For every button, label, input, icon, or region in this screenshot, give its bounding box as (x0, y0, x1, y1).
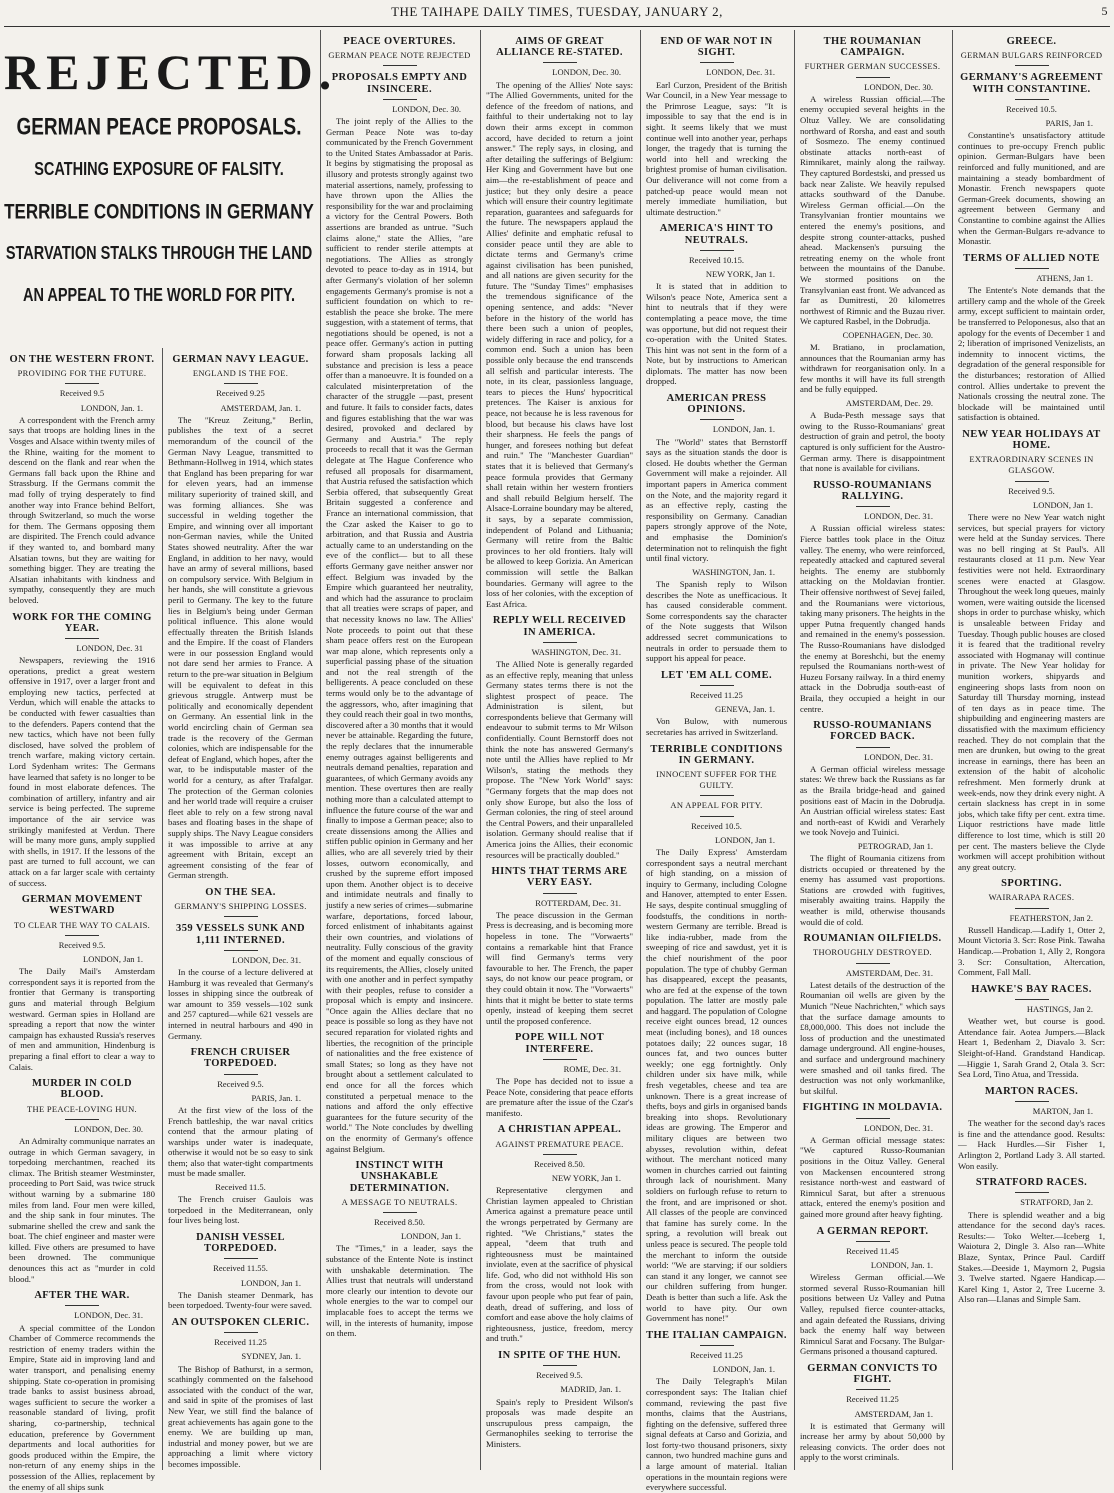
headline-deck-4: STARVATION STALKS THROUGH THE LAND (5, 244, 313, 264)
received-time: Received 9.5 (59, 388, 105, 399)
article-headline: GREECE. (1006, 36, 1057, 47)
article (800, 480, 945, 714)
dateline: LONDON, Dec. 31. (706, 67, 775, 78)
article-headline: AN OUTSPOKEN CLERIC. (171, 1317, 310, 1329)
rule-divider (1015, 908, 1049, 909)
article-body: A German official message states: "We captured Russo-Roumanian positions in the Oituz Valley. General von Mackensen encountered strong resistance north-west and eastward of Rimnicul Sarat, but after a strenuous attack, entered the enemy's position and gained more ground after heavy fighting. (800, 1134, 945, 1219)
article (646, 744, 787, 797)
dateline: LONDON, Jan 1. (715, 834, 775, 845)
article-headline: NEW YEAR HOLIDAYS AT HOME. (962, 428, 1101, 452)
dateline: PETROGRAD, Jan 1. (857, 840, 933, 851)
article (800, 1363, 945, 1463)
article-subheading: INNOCENT SUFFER FOR THE GUILTY. (656, 768, 777, 791)
received-time: Received 10.5. (691, 820, 742, 831)
rule-divider (1015, 1101, 1049, 1102)
article (168, 354, 313, 881)
article (800, 933, 945, 1096)
article-body: A Buda-Pesth message says that owing to the Russo-Roumanians' great destruction of grain and petrol, the booty captured is only sufficient for the Austro-German army. There is disappointment that none is available for civilians. (800, 410, 945, 474)
rule-divider (543, 1154, 577, 1155)
article (326, 72, 473, 1154)
article-body: Newspapers, reviewing the 1916 operations, predict a great western offensive in 1917, over a larger front and employing new tactics, perfected at Verdun, which will enable the attacks to be conducted with fewer casualties than to the defenders. Papers contend that the new tactics, which have not been fully disclosed, have solved the problem of trench warfare, making victory certain. Lord Sydenham writes: The Germans have learned that safety is no longer to be found in most elaborate defences. The combination of artillery, infantry and air service is being perfected. The supreme importance of the air service was strikingly manifested at Verdun. There will be many more guns, amply supplied with shells, in 1917. If the lessons of the past are turned to full account, we can attack on a far larger scale with certainty of success. (9, 655, 155, 888)
received-time: Received 9.5. (536, 1370, 583, 1381)
article-headline: GERMAN NAVY LEAGUE. (172, 354, 309, 365)
article (958, 878, 1105, 978)
dateline: LONDON, Dec. 31. (864, 511, 933, 522)
rule-divider (65, 638, 99, 639)
dateline: WASHINGTON, Dec. 31. (531, 646, 621, 657)
article-body: At the first view of the loss of the French battleship, the war naval critics contend that the armour plating of warships under water is inadequate, otherwise it would not be so easy to sink them; also that water-tight compartments must be made smaller. (168, 1104, 313, 1179)
article-headline: A CHRISTIAN APPEAL. (497, 1124, 622, 1136)
received-time: Received 8.50. (374, 1217, 425, 1228)
dateline: NEW YORK, Jan 1. (705, 268, 775, 279)
article-headline: FIGHTING IN MOLDAVIA. (802, 1102, 943, 1114)
article (800, 1102, 945, 1219)
article (168, 923, 313, 1041)
article-body: Wireless German official.—We stormed several Russo-Roumanian hill positions between Uz Valley and Putna Valley, repulsed fierce counter-attacks, and again defeated the Russians, driving back the enemy half way between Rimnicul Sarat and Focsany. The Bulgar-Germans prisoned a thousand captured. (800, 1272, 945, 1357)
article-body: There were no New Year watch night services, but special prayers for victory were held at the Sunday services. There was no bell ringing at St Paul's. All restaurants closed at 11 p.m. New Year festivities were not held. Extraordinary scenes were enacted at Glasgow. Throughout the week long queues, mainly women, were waiting outside the licensed shops in order to purchase whisky, which is unsaleable between Friday and Tuesday. Though public houses are closed it is feared that the traditional revelry associated with Hogmanay will continue in private. The New Year holiday for munition workers, shipyards and engineering shops lasts from noon on Saturday till Thursday morning, instead of ten days as in peace time. The shipbuilding and engineering masters are dissatisfied with the maximum efficiency reached. They do not complain that the men are drunken, but owing to the great increase in earnings, there has been an extension of the habit of alcoholic refreshment. Men formerly drunk at week-ends, now they drink every night. A certain slackness has crept in in some jobs, which take fifty per cent. extra time. Liquor restrictions have made little difference to lost time, which is still 20 per cent. The masters believe the Clyde workmen will accept prohibition without any great outcry. (958, 512, 1105, 872)
rule-divider (543, 1059, 577, 1060)
rule-divider (224, 1258, 258, 1259)
column-6 (794, 30, 950, 1470)
column-content (795, 36, 950, 1463)
article-headline: POPE WILL NOT INTERFERE. (514, 1032, 605, 1055)
article-body: The "Times," in a leader, says the substance of the Entente Note is instinct with unshakable determination. The Allies trust that neutrals will understand more clearly our intention to devote our whole energies to the war to compel our implacable foes to accept the terms we will, in the interests of humanity, impose on them. (326, 1243, 473, 1339)
dateline: AMSTERDAM, Jan 1. (854, 1408, 933, 1419)
article-headline: 359 VESSELS SUNK AND 1,111 INTERNED. (176, 923, 305, 946)
dateline: ATHENS, Jan 1. (1036, 272, 1093, 283)
rule-divider (65, 935, 99, 936)
received-time: Received 11.55. (213, 1263, 268, 1274)
dateline: GENEVA, Jan. 1. (714, 704, 775, 715)
article (958, 253, 1105, 423)
dateline: LONDON, Jan. 1. (870, 1259, 933, 1270)
article (646, 567, 787, 664)
article-body: The Spanish reply to Wilson describes the Note as unefficacious. It has caused considerable comment. Some correspondents say the character of the Note suggests that Wilson addressed secret communications to neutrals in order to persuade them to support his appeal for peace. (646, 579, 787, 664)
received-time: Received 10.5. (1006, 103, 1057, 114)
rule-divider (543, 893, 577, 894)
received-time: Received 11.25 (846, 1394, 899, 1405)
dateline: LONDON, Dec. 31. (232, 954, 301, 965)
article-headline: ON THE WESTERN FRONT. (9, 354, 155, 365)
rule-divider (65, 1119, 99, 1120)
column-content (4, 354, 160, 1492)
article-subheading: THOROUGHLY DESTROYED. (813, 947, 932, 958)
rule-divider (383, 1212, 417, 1213)
dateline: LONDON, Dec. 31 (76, 642, 143, 653)
article (800, 330, 945, 395)
rule-divider (224, 916, 258, 917)
article (168, 887, 313, 917)
article-body: Representative clergymen and Christian laymen appealed to Christian America against a premature peace until the wrongs perpetrated by Germany are righted. "We Christians," states the appeal, "deem that truth and righteousness must be maintained inviolate, even at the sacrifice of physical life. God, who did not withhold His son from the cross, would not look with favour upon people who put fear of pain, death, dread of suffering, and loss of comfort and ease above the holy claims of righteousness, justice, freedom, mercy and truth." (486, 1185, 633, 1344)
article (168, 1182, 313, 1226)
article (958, 984, 1105, 1080)
article-subheading: GERMANY'S SHIPPING LOSSES. (174, 901, 307, 912)
article-subheading: EXTRAORDINARY SCENES IN GLASGOW. (969, 454, 1094, 476)
rule-divider (856, 1241, 890, 1242)
article-headline: LET 'EM ALL COME. (660, 669, 773, 681)
article-headline: THE ITALIAN CAMPAIGN. (646, 1329, 787, 1341)
article (958, 429, 1105, 872)
dateline: LONDON, Jan. 1. (712, 1364, 775, 1375)
dateline: NEW YORK, Jan 1. (551, 1172, 621, 1183)
dateline: LONDON, Jan 1. (241, 1277, 301, 1288)
article-headline: REPLY WELL RECEIVED IN AMERICA. (492, 615, 627, 638)
rule-divider (856, 77, 890, 78)
article (326, 36, 473, 66)
article-headline: GERMAN MOVEMENT WESTWARD (21, 894, 143, 917)
headline-deck-1: GERMAN PEACE PROPOSALS. (16, 114, 302, 141)
rule-divider (700, 685, 734, 686)
column-content (481, 36, 638, 1450)
article-body: The Danish steamer Denmark, has been torpedoed. Twenty-four were saved. (168, 1289, 313, 1311)
received-time: Received 11.25 (214, 1337, 267, 1348)
rule-divider (856, 506, 890, 507)
article-subheading: WAIRARAPA RACES. (988, 892, 1075, 903)
rule-divider (856, 747, 890, 748)
article-headline: HINTS THAT TERMS ARE VERY EASY. (491, 866, 628, 889)
rule-divider (700, 250, 734, 251)
received-time: Received 9.5. (58, 939, 106, 950)
article (958, 36, 1105, 66)
article-body: The flight of Roumania citizens from districts occupied or threatened by the enemy has assumed vast proportions. Stations are crowded with fugitives, miserably awaiting trains. Happily the weather is mild, otherwise thousands would die of cold. (800, 853, 945, 927)
dateline: LONDON, Dec. 31. (864, 751, 933, 762)
article-body: The "World" states that Bernstorff says as the situation stands the door is closed. He doubts whether the German Government will make a rejoinder. All important papers in America comment on the Note, and the majority regard it as an effective reply, casting the responsibility on Germany. Canadian papers strongly approve of the Note, and emphasise the Dominion's determination not to relinquish the fight until final victory. (646, 436, 787, 564)
article-body: A special committee of the London Chamber of Commerce recommends the restriction of enemy traders within the Empire, State aid in improving land and water transport, and penalising enemy shipping. State co-operation in promising trade banks to assist business abroad, wages sufficient to secure the worker a reasonable standard of living, profit sharing, co-partnership, technical education, preference by Government departments and local authorities for goods produced within the Empire, the non-return of any enemy ships in the possession of the Allies, replacement by the enemy of all ships sunk (9, 1322, 155, 1492)
dateline: LONDON, Jan 1. (1033, 499, 1093, 510)
article-subheading: A MESSAGE TO NEUTRALS. (341, 1196, 458, 1207)
article-headline: STRATFORD RACES. (975, 1177, 1088, 1189)
article-headline: IN SPITE OF THE HUN. (498, 1350, 621, 1362)
article (486, 615, 633, 860)
article (486, 36, 633, 609)
rule-divider (700, 62, 734, 63)
column-content (641, 36, 792, 1493)
received-time: Received 11.25 (690, 689, 743, 700)
column-content (953, 36, 1110, 1305)
received-time: Received 10.15. (689, 254, 744, 265)
article-headline: HAWKE'S BAY RACES. (971, 983, 1092, 995)
received-time: Received 9.25 (216, 388, 265, 399)
article-headline: SPORTING. (1001, 878, 1062, 890)
article (9, 612, 155, 889)
article-body: The peace discussion in the German Press is decreasing, and is becoming more hopeless in tone. The "Vorwaerts" contains a remarkable hint that France will find Germany's terms very favourable to her. The French, the paper says, do not know our peace program, or they could obtain it now. The "Vorwaerts" hints that it might be better to state terms openly, instead of keeping them secret until the proposed conference. (486, 909, 633, 1026)
article (958, 1086, 1105, 1171)
article-headline: GERMANY'S AGREEMENT WITH CONSTANTINE. (960, 72, 1103, 95)
article-headline: RUSSO-ROUMANIANS RALLYING. (813, 479, 932, 503)
column-5 (640, 30, 792, 1493)
article-body: Constantine's unsatisfactory attitude continues to pre-occupy French public opinion. German-Bulgars have been reinforced and fully munitioned, and are maintaining a steady bombardment of Monastir. French newspapers quote German-Greek documents, showing an agreement between Germany and Constantine to combine against the Allies when the German-Bulgars re-advance to Monastir. (958, 130, 1105, 247)
column-content (321, 36, 478, 1339)
article (168, 1232, 313, 1311)
article-subheading: ENGLAND IS THE FOE. (192, 368, 289, 379)
rule-divider (1015, 1192, 1049, 1193)
article-body: The Daily Express' Amsterdam correspondent says a neutral merchant of high standing, on a mission of inquiry to Germany, including Cologne and Hanover, attempted to enter Essen. He says, despite continual smuggling of foodstuffs, the conditions in north-western Germany are terrible. Bread is like india-rubber, made from the sweeping of rice and sawdust, yet it is the chief nourishment of the poor population. The type of chubby German has disappeared, except the peasants, who are fed at the expense of the town population. The latter are mostly pale and haggard. The population of Cologne receive eight ounces bread, 12 ounces meat (including bones), and 18 ounces potatoes daily; 22 ounces sugar, 18 ounces fat, and two ounces butter weekly; one egg fortnightly. Only children under six have milk, while fresh vegetables, cheese and tea are unknown. There is a great increase of thefts, boys and girls in organised bands breaking into shops. Revolutionary ideas are growing. The Emperor and military cliques are between two abysses, revolution within, defeat without. The merchant noticed many women in churches carried out fainting through lack of nourishment. Many soldiers on furlough refuse to return to the front, and are imprisoned or shot. All classes of the people are convinced that famine has surely come. In the spring, a revolution will break out unless peace is secured. The people told the merchant to inform the outside world: "We are starving; if our soldiers can stand it any longer, we cannot see our children suffering from hunger. Death is better than such a life. Ask the world to have pity. Our own Government has none!" (646, 846, 787, 1324)
dateline: LONDON, Dec. 31. (864, 1122, 933, 1133)
article-body: The Daily Mail's Amsterdam correspondent says it is reported from the frontier that Germany is transporting guns and material through Belgium westward. German spies in Holland are spreading a report that now the winter campaign has exhausted Russia's reserves of men and ammunition, Hindenburg is preparing a final effort to clear a way to Calais. (9, 966, 155, 1072)
dateline: LONDON, Dec. 30. (74, 1123, 143, 1134)
dateline: MARTON, Jan 1. (1032, 1106, 1093, 1117)
dateline: MADRID, Jan. 1. (560, 1384, 621, 1395)
article (646, 670, 787, 738)
article-subheading: FURTHER GERMAN SUCCESSES. (804, 61, 941, 72)
article-headline: RUSSO-ROUMANIANS FORCED BACK. (813, 720, 932, 743)
column-7 (952, 30, 1110, 1470)
rule-divider (700, 816, 734, 817)
article-headline: GERMAN CONVICTS TO FIGHT. (807, 1362, 938, 1386)
article-subheading: GERMAN BULGARS REINFORCED (960, 50, 1103, 61)
article (326, 1160, 473, 1339)
masthead (0, 4, 1114, 26)
article-body: Earl Curzon, President of the British War Council, in a New Year message to the Primrose League, says: "It is impossible to say that the end is in sight. It seems likely that we must continue well into another year, perhaps longer, the tragedy that is turning the world into hell and wrecking the brightest promise of human civilisation. Our deliverance will not come from a patched-up peace would mean not merely immediate humiliation, but ultimate destruction." (646, 79, 787, 217)
article (800, 841, 945, 927)
article-headline: FRENCH CRUISER TORPEDOED. (190, 1047, 291, 1070)
article-headline: AMERICA'S HINT TO NEUTRALS. (659, 223, 774, 246)
article-headline: ON THE SEA. (205, 886, 276, 898)
article (9, 354, 155, 606)
article (800, 720, 945, 838)
rule-divider (856, 963, 890, 964)
article-body: There is splendid weather and a big attendance for the second day's races. Results:— Toko Welter.—Iceberg 1, Waiotura 2, Dingle 3. Also ran—White Blaze, Syntax, Prince Paul. Cardiff Stakes.—Deeside 1, Maymorn 2, Pugsia 3. Twelve started. Ngaere Handicap.—Karel King 1, Astor 2, Tree Lucerne 3. Also ran—Llanas and Simple Sam. (958, 1209, 1105, 1305)
headline-deck-5: AN APPEAL TO THE WORLD FOR PITY. (22, 286, 296, 306)
article (646, 393, 787, 564)
article-headline: AIMS OF GREAT ALLIANCE RE-STATED. (496, 36, 623, 59)
dateline: LONDON, Dec. 31. (74, 1310, 143, 1321)
dateline: SYDNEY, Jan. 1. (241, 1351, 301, 1362)
article (800, 1226, 945, 1357)
dateline: LONDON, Jan 1. (401, 1231, 461, 1242)
dateline: LONDON, Jan. 1. (80, 402, 143, 413)
dateline: FEATHERSTON, Jan 2. (1009, 912, 1093, 923)
article-body: The French cruiser Gaulois was torpedoed in the Mediterranean, only four lives being lost. (168, 1194, 313, 1226)
dateline: PARIS, Jan. 1. (251, 1092, 301, 1103)
rule-divider (65, 1305, 99, 1306)
article (646, 800, 787, 1323)
article-headline: PEACE OVERTURES. (343, 36, 456, 47)
rule-divider (383, 65, 417, 66)
rule-divider (224, 1074, 258, 1075)
article-headline: AFTER THE WAR. (34, 1290, 130, 1302)
article-subheading: THE PEACE-LOVING HUN. (27, 1103, 137, 1114)
article-subheading: PROVIDING FOR THE FUTURE. (17, 368, 147, 379)
column-1 (4, 348, 160, 1492)
received-time: Received 9.5. (217, 1078, 264, 1089)
dateline: LONDON, Dec. 30. (392, 103, 461, 114)
rule-divider (543, 1365, 577, 1366)
article-body: Weather wet, but course is good. Attendance fair. Aotea Jumpers.—Black Heart 1, Bedenham 2, Diavalo 3. Scr: Sleight-of-Hand. Grandstand Handicap.—Higgie 1, Sarah Grand 2, Otala 3. Scr: Sea Lord, Tino Atua, and Tressida. (958, 1016, 1105, 1080)
article-body: Russell Handicap.—Ladify 1, Otter 2, Mount Victoria 3. Scr: Rose Pink. Tawaha Handicap.—Probation 1, Ally 2, Rongora 3. Scr: Consultation, Altercation, Comment, Fall Mall. (958, 924, 1105, 978)
article-body: The Entente's Note demands that the artillery camp and the whole of the Greek army, except sufficient to maintain order, be transferred to Peloponesus, also that an apology for the events of December 1 and 2; liberation of imprisoned Venizelists, an indemnity to innocent victims, the degradation of the general responsible for the disturbances; restoration of Allied control. Allies undertake to prevent the Nationals crossing the neutral zone. The blockade will be maintained until satisfaction is obtained. (958, 285, 1105, 423)
rule-divider (1015, 65, 1049, 66)
article-body: It is estimated that Germany will increase her army by about 50,000 by releasing convicts. The order does not apply to the worst criminals. (800, 1420, 945, 1463)
headline-deck-3: TERRIBLE CONDITIONS IN GERMANY (4, 199, 314, 224)
article (800, 36, 945, 327)
article-body: The weather for the second day's races is fine and the attendance good. Results:— Hack Hurdles.—Sir Fisher 1, Arlington 2, Portland Lady 3. All started. Won easily. (958, 1118, 1105, 1171)
article-headline: END OF WAR NOT IN SIGHT. (660, 36, 773, 59)
rule-divider (543, 642, 577, 643)
newspaper-page (4, 30, 1110, 1493)
rule-divider (224, 383, 258, 384)
article-body: A Russian official wireless states: Fierce battles took place in the Oituz valley. The enemy, who were reinforced, repeatedly attacked and captured several heights. The enemy are stubbornly attacking on the Moldavian frontier. Their offensive northwest of Sevej failed, and the Roumanians were victorious, taking many prisoners. The heights in the upper Putna frequently changed hands and remained in the enemy's possession. The Russo-Roumanians have dislodged the enemy at Boreshchi, but the enemy repulsed the Roumanians north-west of Huzeu Forsany railway. In a third enemy attack in the Dobrudja south-east of Braila, they occupied a height in our centre. (800, 523, 945, 714)
article-body: In the course of a lecture delivered at Hamburg it was revealed that Germany's losses in shipping since the outbreak of war amount to 359 vessels—102 sunk and 257 captured—while 621 vessels are interned in neutral harbours and 490 in Germany. (168, 966, 313, 1041)
article (9, 1078, 155, 1284)
article-headline: A GERMAN REPORT. (816, 1225, 929, 1237)
article-body: The joint reply of the Allies to the German Peace Note was to-day communicated by the French Government to the United States Ambassador at Paris. It begins by stigmatising the proposal as illusory and protests strongly against two material assertions, namely, professing to have thrown upon the Allies the responsibility for the war and proclaiming a victory for the Central Powers. Both assertions are branded as untrue. "Such claims alone," state the Allies, "are sufficient to render sterile attempts at negotiations. The Allies as strongly devoted to peace to-day as in 1914, but after Germany's violation of her solemn engagements Germany's promise is not a sufficient foundation on which to re-establish the peace she broke. The mere suggestion, with a statement of terms, that negotiations should be opened, is not a peace offer. Germany's action in putting forward sham proposals lacking all substance and precision is less a peace offer than a manoeuvre. It is founded on a calculated misinterpretation of the character of the struggle —past, present and future. It fails to consider facts, dates and figures establishing that the war was desired, provoked and declared by Germany and Austria." The reply proceeds to recall that it was the German delegate at The Hague Conference who refused all proposals for disarmament, that Austria refused the satisfaction which Serbia offered, that subsequently Great Britain suggested a conference and France an international commission, that the Czar asked the Kaiser to go to arbitration, and that Russia and Austria actually came to an understanding on the eve of the conflict— but to all these efforts Germany gave neither answer nor effect. Belgium was invaded by the Empire which guaranteed her neutrality, and which had the assurance to proclaim that all treaties were scraps of paper, and that necessity knows no law. The Allies' Note proceeds to point out that these sham peace offers rest on the European war map alone, which represents only a superficial passing phase of the situation and not the real strength of the belligerents. A peace concluded on these terms would only be to the advantage of the aggressors, who, after imagining that they could reach their goal in two months, discovered after a 30 months that it would never be attainable. Regarding the future, the reply declares that the innumerable enemy outrages against belligerents and neutrals demand penalties, reparation and guarantees, of which Germany avoids any mention. These overtures then are really nothing more than a calculated attempt to influence the future course of the war and finally to impose a German peace; also to create dissensions among the Allies and stiffen public opinion in Germany and her allies, who are all severely tried by their losses, outworn economically, and crushed by the supreme effort imposed upon them. Another object is to deceive and intimidate neutrals and finally to justify a new series of crimes—submarine warfare, deportations, forced labour, forced enlistment of inhabitants against their own countries, and violations of neutrality. Fully conscious of the gravity of the moment and equally conscious of its requirements, the Allies, closely united with one another and in perfect sympathy with their peoples, refuse to consider a proposal which is empty and insincere. "Once again the Allies declare that no peace is possible so long as they have not secured reparation for violated rights and liberties, the recognition of the principle of nationalities and the free existence of small States; so long as they have not brought about a settlement calculated to end once for all the forces which constituted a perpetual menace to the nations and afford the only effective guarantees for the future security of the world." The Note concludes by dwelling on the enormity of Germany's offence against Belgium. (326, 116, 473, 1154)
article-subheading: GERMAN PEACE NOTE REJECTED (328, 50, 471, 61)
column-content (163, 354, 318, 1470)
main-headline: REJECTED. (4, 44, 338, 100)
dateline: LONDON, Jan. 1. (712, 424, 775, 435)
article-headline: WORK FOR THE COMING YEAR. (12, 611, 152, 634)
received-time: Received 9.5. (1008, 485, 1055, 496)
dateline: COPENHAGEN, Dec. 30. (842, 329, 933, 340)
dateline: WASHINGTON, Jan. 1. (692, 566, 775, 577)
article (958, 72, 1105, 246)
rule-divider (224, 1332, 258, 1333)
masthead-title: THE TAIHAPE DAILY TIMES, TUESDAY, JANUARY 2, (391, 4, 723, 19)
article-body: Von Bulow, with numerous secretaries has arrived in Switzerland. (646, 716, 787, 737)
received-time: Received 11.25 (690, 1349, 743, 1360)
dateline: ROME, Dec. 31. (563, 1063, 621, 1074)
column-4 (480, 30, 638, 1470)
article-headline: TERMS OF ALLIED NOTE (963, 252, 1100, 264)
article-body: M. Bratiano, in proclamation, announces that the Roumanian army has withdrawn for reorganisation only. In a few months it will have its full strength and be fully equipped. (800, 342, 945, 395)
article (800, 398, 945, 474)
received-time: Received 8.50. (534, 1158, 585, 1169)
article-body: The "Kreuz Zeitung," Berlin, publishes the text of a secret memorandum of the council of the German Navy League, transmitted to Bethmann-Hollweg in 1914, which states that England has been preparing for war for eleven years, had an immense military superiority of trained skill, and was forming alliances. She was successful in welding together the Empire, and winning over all important non-German navies, while the United States showed neutrality. After the war England, in addition to her navy, would have an army of several millions, based on compulsory service. With Belgium in her hands, she will constitute a grievous peril to Germany. The key to the future lies in Belgium's being under German political influence. This alone would effectually threaten the British Islands and the Empire. If the coast of Flanders were in our possession England would not dare send her armies to France. A return to the pre-war situation in Belgium will be equivalent to defeat in this grievous struggle. Antwerp must be politically and economically dependent on Germany. An essential link in the world encircling chain of German sea trade is the recovery of the German colonies, which are indispensable for the defeat of England, which hopes, after the war, to be indisputable master of the world for a century, as after Trafalgar. The protection of the German colonies and her world trade will require a cruiser fleet able to rely on a few strong naval bases and floating bases in the shape of supply ships. The Navy League considers it was impossible to arrive at any agreement with Britain, except an agreement consisting of the fear of German strength. (168, 414, 313, 881)
article-body: The Pope has decided not to issue a Peace Note, considering that peace efforts are premature after the issue of the Czar's manifesto. (486, 1075, 633, 1118)
rule-divider (700, 419, 734, 420)
rule-divider (383, 99, 417, 100)
article (486, 1124, 633, 1344)
dateline: AMSTERDAM, Dec. 31. (845, 967, 933, 978)
dateline: STRATFORD, Jan 2. (1020, 1197, 1093, 1208)
rule-divider (856, 1389, 890, 1390)
rule-divider (700, 1345, 734, 1346)
rule-divider (1015, 999, 1049, 1000)
headline-deck-2: SCATHING EXPOSURE OF FALSITY. (34, 160, 284, 180)
article (958, 1177, 1105, 1305)
article-headline: THE ROUMANIAN CAMPAIGN. (823, 36, 922, 59)
article-subheading: AN APPEAL FOR PITY. (670, 800, 763, 811)
article-headline: MARTON RACES. (984, 1085, 1079, 1097)
dateline: HASTINGS, Jan 2. (1026, 1004, 1093, 1015)
rule-divider (856, 1118, 890, 1119)
article-body: A wireless Russian official.—The enemy occupied several heights in the Oltuz Valley. We are consolidating northward of Rorsha, and east and south of Sosmezo. The enemy continued obstinate attacks north-east of Rimnikaret, mainly along the railway. They captured Bordestski, and pressed us back near Zaliste. We heavily repulsed attacks southward of the Danube. Wireless German official.—On the Transylvanian frontier mountains we entered the enemy's positions, and despite strong counter-attacks, pushed ahead. Mackensen's pursuing the retreating enemy on the whole front between the mountains of the Danube. We stormed positions on the Transylvanian east front. We advanced as far as Dumitresti, 20 kilometres northwest of Rimnic and the Buzau river. We captured Rasbel, in the Dobrudja. (800, 93, 945, 327)
headline-block (4, 30, 338, 330)
article (486, 1032, 633, 1118)
article-body: The opening of the Allies' Note says: "The Allied Governments, united for the defence of the freedom of nations, and faithful to their undertaking not to lay down their arms except in common accord, have decided to return a joint answer." The reply says, in closing, and after detailing the sufferings of Belgium: Her King and Government have but one aim—the re-establishment of peace and justice; but they only desire a peace which will ensure their country legitimate reparation, guarantees and safeguards for the future. The newspapers applaud the Allies' definite and emphatic refusal to consider peace until they are able to dictate terms and Germany's crime against civilisation has been punished, and all nations are given security for the future. The "Sunday Times" emphasises the tremendous significance of the opening sentence, and adds: "Never before in the history of the world has there been such a union of peoples, widely differing in race and policy, for a common end. Such a union has been possible only because the end transcends all selfish and particular interests. The note, in its clear, passionless language, tears to pieces the Huns' hypocritical pretences. The Kaiser is anxious for peace, not because he is less ravenous for blood, but because his claws have lost their sharpness. He feels the pangs of hunger, and foresees nothing but defeat and ruin." The "Manchester Guardian" states that it is believed that Germany's peace formula provides that Germany shall retain within her western frontiers and shall rebuild Belgium herself. The Alsace-Lorraine boundary may be altered, it says, by a separate commission, independent of Poland and Lithuania; Germany will retire from the Baltic provinces to her old frontiers. Italy will be allowed to keep Gorizia. An American commission will settle the Balkan boundaries. Germany will agree to the loss of her colonies, with the exception of East Africa. (486, 79, 633, 609)
article-body: A German official wireless message states: We threw back the Russians as far as the Braila bridge-head and gained positions east of Macin in the Dobrudja. An Austrian official wireless states: East and north-east of Kwidi and Verarhely we took Novejo and Tuinici. (800, 763, 945, 838)
column-2 (162, 348, 318, 1470)
article (486, 1350, 633, 1450)
article-body: An Admiralty communique narrates an outrage in which German savagery, in torpedoing merchantmen, reached its climax. The British steamer Westminster, proceeding to Port Said, was twice struck without warning by a submarine 180 miles from land. Four men were killed, and the ship sank in four minutes. The submarine shelled the crew and sank the boat. The chief engineer and master were killed. Five others are presumed to have been drowned. The communique denounces this act as "murder in cold blood." (9, 1135, 155, 1284)
article-body: It is stated that in addition to Wilson's peace Note, America sent a hint to neutrals that if they were contemplating a peace move, the time was opportune, but did not request their co-operation with the United States. This hint was not sent in the form of a Note, but by instructions to American diplomats. The matter has now been dropped. (646, 281, 787, 387)
article-subheading: TO CLEAR THE WAY TO CALAIS. (13, 919, 151, 930)
rule-divider (1015, 481, 1049, 482)
dateline: LONDON, Dec. 30. (864, 81, 933, 92)
article-body: Spain's reply to President Wilson's proposals was made despite an unscrupulous press campaign, the Germanophiles seeking to terrorise the Ministers. (486, 1396, 633, 1450)
article (168, 1317, 313, 1470)
article (486, 866, 633, 1026)
rule-divider (1015, 268, 1049, 269)
masthead-rule (4, 26, 1110, 27)
article-headline: AMERICAN PRESS OPINIONS. (666, 393, 767, 416)
article (9, 894, 155, 1072)
dateline: LONDON, Dec. 30. (552, 67, 621, 78)
rule-divider (700, 795, 734, 796)
article-headline: ROUMANIAN OILFIELDS. (803, 933, 942, 945)
article (9, 1290, 155, 1492)
article-subheading: AGAINST PREMATURE PEACE. (495, 1138, 624, 1149)
article (168, 1047, 313, 1179)
rule-divider (65, 383, 99, 384)
received-time: Received 11.5. (215, 1182, 266, 1193)
article (646, 223, 787, 387)
article-body: The Bishop of Bathurst, in a sermon, scathingly commented on the falsehood associated with the conduct of the war, and said in spite of the promises of last New Year, we still find the balance of great achievements has again gone to the enemy. We are building up man, industrial and money power, but we are approaching a limit where victory becomes impossible. (168, 1363, 313, 1470)
column-3 (320, 30, 478, 1470)
article-headline: INSTINCT WITH UNSHAKABLE DETERMINATION. (349, 1160, 450, 1194)
article-body: The Daily Telegraph's Milan correspondent says: The Italian chief command, reviewing the past five months, claims that the Austrians, fighting on the defensive, suffered three signal defeats at Carso and Gorizia, and lost forty-two thousand prisoners, sixty cannon, two hundred machine guns and a large amount of material. Italian operations in the mountain regions were everywhere successful. (646, 1376, 787, 1493)
article-headline: MURDER IN COLD BLOOD. (31, 1078, 133, 1101)
page-number: 5 (1101, 4, 1108, 18)
article-headline: TERRIBLE CONDITIONS IN GERMANY. (650, 743, 783, 766)
article (646, 1330, 787, 1493)
article (646, 36, 787, 217)
article-body: A correspondent with the French army says that troops are holding lines in the Vosges and Alsace within twenty miles of the Rhine, waiting for the moment to descend on the flank and rear when the Germans fall back upon the Rhine and Strassburg. If the Germans commit the mad folly of trying desperately to find another way into France behind Belfort, through Switzerland, so much the worse for them. The Germans opposing them are dispirited. The French could advance if they wanted to, and bombard many Alsatian towns, but they are waiting for something bigger. They are treating the Alsatian inhabitants with kindness and sympathy, consequently they are much beloved. (9, 414, 155, 605)
article-body: The Allied Note is generally regarded as an effective reply, meaning that unless Germany states terms there is not the slightest prospect of peace. The Administration is silent, but correspondents believe that Germany will endeavour to submit terms to Mr Wilson confidentially. Count Bernstorff does not think the note has answered Germany's note until the Allies have replied to Mr Wilson's, stating the methods they propose. The "New York World" says: "Germany forgets that the map does not only show Europe, but also the loss of German colonies, the ring of steel around the Central Powers, and their unparalleled isolation. Germany should realise that if America joins the Allies, their economic resources will be practically doubled." (486, 658, 633, 860)
rule-divider (224, 950, 258, 951)
received-time: Received 11.45 (846, 1245, 899, 1256)
dateline: AMSTERDAM, Jan. 1. (220, 402, 301, 413)
dateline: PARIS, Jan 1. (1045, 118, 1093, 129)
rule-divider (543, 62, 577, 63)
rule-divider (1015, 99, 1049, 100)
article-body: Latest details of the destruction of the Roumanian oil wells are given by the Munich "Neue Nachrichten," which says that the surface damage amounts to £8,000,000. This does not include the loss of production and the unestimated damage underground. All engine-houses, and surface and underground machinery were smashed and oil tanks fired. The destruction was not only workmanlike, but skilful. (800, 979, 945, 1096)
dateline: ROTTERDAM, Dec. 31. (535, 897, 621, 908)
article-headline: DANISH VESSEL TORPEDOED. (196, 1232, 285, 1255)
dateline: AMSTERDAM, Dec. 29. (845, 398, 933, 409)
article-headline: PROPOSALS EMPTY AND INSINCERE. (331, 72, 468, 95)
dateline: LONDON, Jan 1. (83, 953, 143, 964)
